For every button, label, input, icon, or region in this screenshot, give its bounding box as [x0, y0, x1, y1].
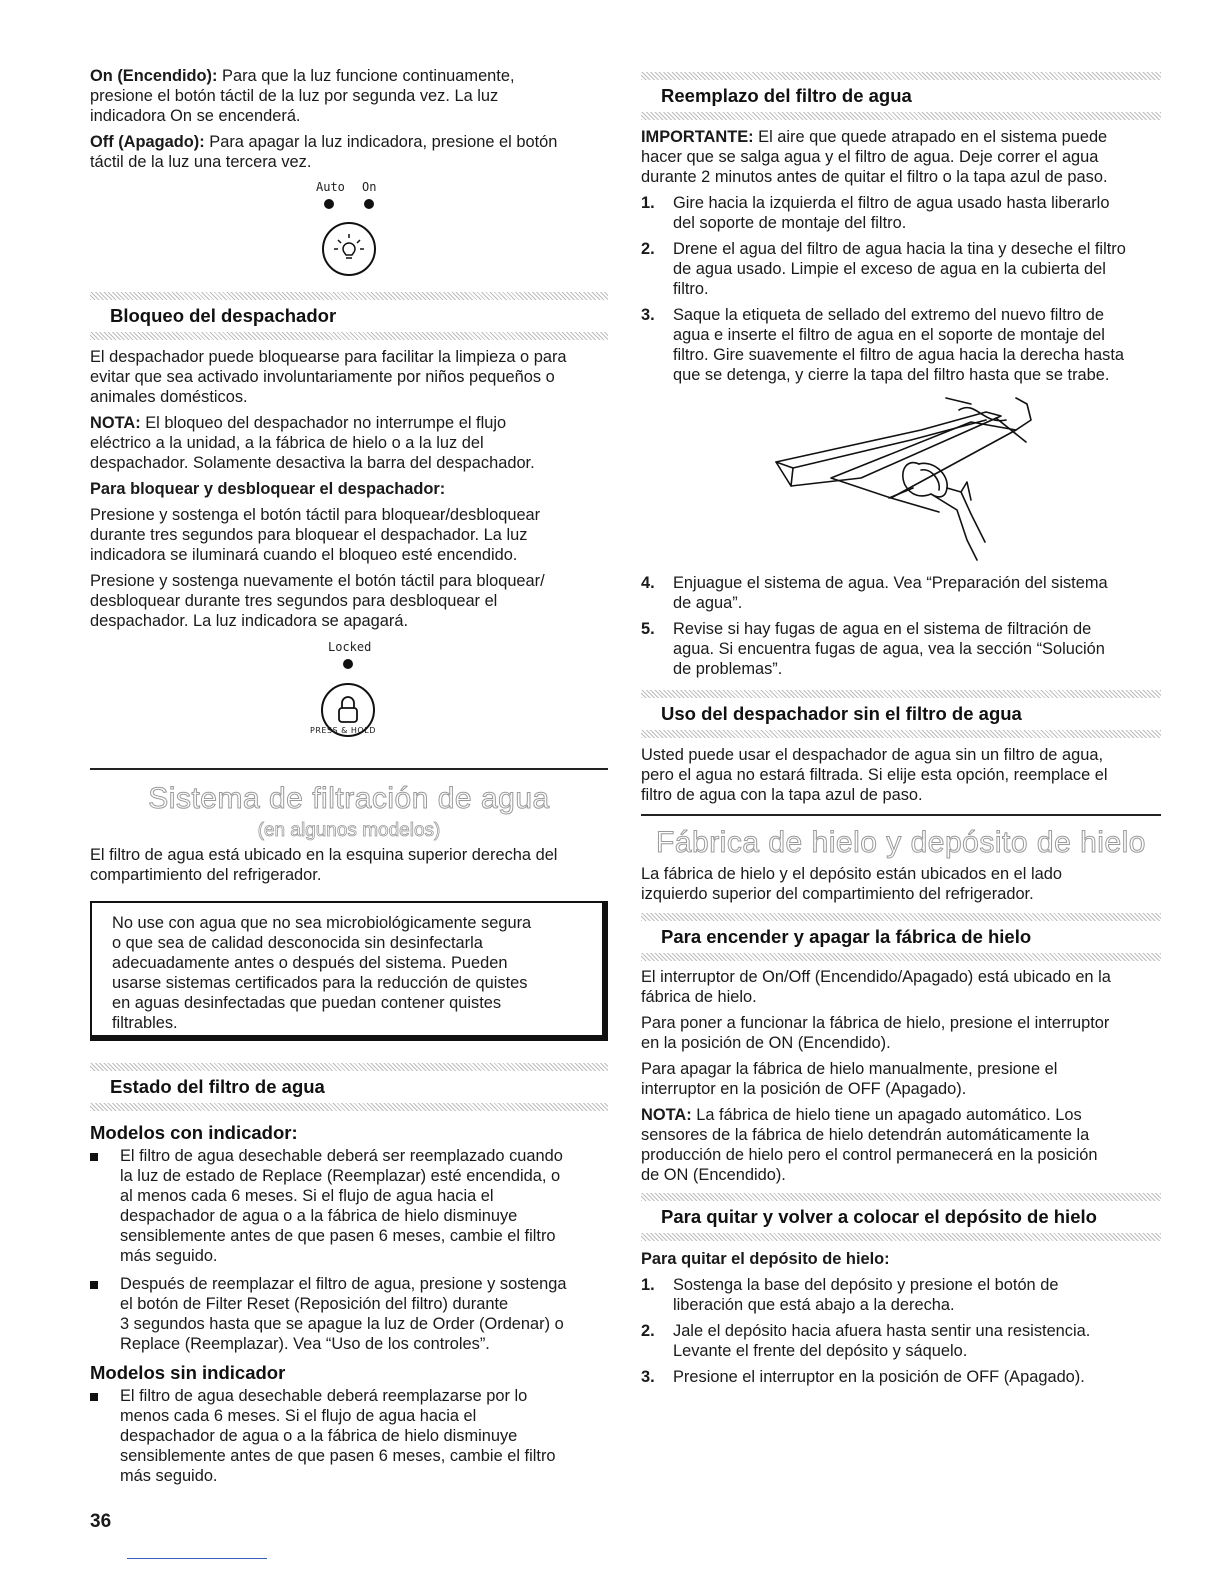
list-item: 5. Revise si hay fugas de agua en el sistema de filtración de agua. Si encuentra fugas de agua, vea la sección “Solución de problemas”.: [641, 620, 1105, 678]
filtration-title: Sistema de filtración de agua: [148, 782, 550, 815]
footer-underline: [127, 1558, 267, 1559]
page-number: 36: [90, 1511, 112, 1532]
with-indicator-list: [90, 1146, 608, 1354]
important-note: IMPORTANTE: El aire que quede atrapado en el sistema puede hacer que se salga agua y el filtro de agua. Deje correr el agua durante 2 minutos antes de quitar el filtro o la tapa azul de paso.: [641, 128, 1108, 186]
list-item: Después de reemplazar el filtro de agua, presione y sostenga el botón de Filter Reset (Reposición del filtro) durante 3 segundos hasta que se apague la luz de Order (Ordenar) o Replace (Reemplazar). Vea “Uso de los controles”.: [90, 1274, 608, 1354]
without-indicator-title: Modelos sin indicador: [90, 1362, 286, 1383]
list-item: 3. Presione el interruptor en la posición de OFF (Apagado).: [641, 1368, 1085, 1386]
lock-indicator-graphic: [308, 640, 388, 760]
lock-note: NOTA: El bloqueo del despachador no interrumpe el flujo eléctrico a la unidad, a la fábrica de hielo o a la luz del despachador. Solamente desactiva la barra del despachador.: [90, 414, 535, 472]
replace-section-body: [641, 127, 1161, 391]
on-text: presione el botón táctil de la luz por segunda vez. La luz: [90, 87, 499, 105]
on-indicator-dot: [364, 199, 374, 209]
section-title: Para quitar y volver a colocar el depósito de hielo: [661, 1206, 1097, 1227]
section-title: Estado del filtro de agua: [110, 1076, 325, 1097]
list-item: 2. Drene el agua del filtro de agua hacia la tina y deseche el filtro de agua usado. Limpie el exceso de agua en la cubierta del filtro.: [641, 240, 1126, 298]
unlock-instructions: Presione y sostenga nuevamente el botón táctil para bloquear/ desbloquear durante tres segundos para desbloquear el despachador. La luz indicadora se apagará.: [90, 572, 545, 630]
warning-box: No use con agua que no sea microbiológicamente segura o que sea de calidad desconocida sin desinfectarla adecuadamente antes o después del sistema. Pueden usarse sistemas certificados para la reducción de quistes en aguas desinfectadas que puedan contener quistes filtrables.: [90, 901, 608, 1041]
press-hold-label: PRESS & HOLD: [310, 726, 376, 735]
lock-icon: [316, 678, 392, 754]
auto-label: Auto: [316, 180, 345, 194]
replace-steps-continued: [641, 573, 1161, 685]
off-label: Off (Apagado):: [90, 133, 205, 151]
filtration-subtitle: (en algunos modelos): [257, 820, 441, 841]
section-header-reemplazo: [641, 72, 1161, 120]
lock-how-title: Para bloquear y desbloquear el despachador:: [90, 480, 446, 498]
section-title: Bloqueo del despachador: [110, 305, 337, 326]
icemaker-intro: La fábrica de hielo y el depósito están ubicados en el lado izquierdo superior del compartimiento del refrigerador.: [641, 865, 1062, 903]
section-title: Reemplazo del filtro de agua: [661, 85, 912, 106]
list-item: 1. Gire hacia la izquierda el filtro de agua usado hasta liberarlo del soporte de montaje del filtro.: [641, 194, 1110, 232]
list-item: 3. Saque la etiqueta de sellado del extremo del nuevo filtro de agua e inserte el filtro de agua en el soporte de montaje del filtro. Gire suavemente el filtro de agua hacia la derecha hasta que se detenga, y cierre la tapa del filtro hasta que se trabe.: [641, 306, 1124, 384]
locked-indicator-dot: [343, 659, 353, 669]
off-text: Para apagar la luz indicadora, presione el botón: [209, 133, 558, 151]
light-bulb-icon: [320, 220, 378, 278]
on-label: On (Encendido):: [90, 67, 218, 85]
lock-instructions: Presione y sostenga el botón táctil para bloquear/desbloquear durante tres segundos para bloquear el despachador. La luz indicadora se iluminará cuando el bloqueo esté encendido.: [90, 506, 541, 564]
list-item: El filtro de agua desechable deberá ser reemplazado cuando la luz de estado de Replace (Reemplazar) esté encendida, o al menos cada 6 meses. Si el flujo de agua hacia el despachador de agua o a la fábrica de hielo disminuye sensiblemente antes de que pasen 6 meses, cambie el filtro más seguido.: [90, 1146, 608, 1266]
section-header-estado: [90, 1063, 608, 1111]
on-text: indicadora On se encenderá.: [90, 107, 301, 125]
lock-section-body: [90, 347, 608, 637]
filter-installation-illustration: [771, 390, 1041, 565]
section-title: Uso del despachador sin el filtro de agua: [661, 703, 1022, 724]
section-header-deposito: [641, 1193, 1161, 1241]
light-on-off-text: [90, 66, 608, 172]
with-indicator-title: Modelos con indicador:: [90, 1122, 298, 1143]
locked-label: Locked: [328, 640, 372, 654]
no-filter-body: Usted puede usar el despachador de agua sin un filtro de agua, pero el agua no estará filtrada. Si elije esta opción, reemplace el filtro de agua con la tapa azul de paso.: [641, 746, 1108, 804]
section-header-bloqueo: [90, 292, 608, 340]
section-title: Para encender y apagar la fábrica de hielo: [661, 926, 1032, 947]
section-header-encender: [641, 913, 1161, 961]
lock-intro: El despachador puede bloquearse para facilitar la limpieza o para evitar que sea activado involuntariamente por niños pequeños o animales domésticos.: [90, 348, 567, 406]
replace-steps: [641, 193, 1161, 385]
bin-body: [641, 1249, 1161, 1393]
list-item: 2. Jale el depósito hacia afuera hasta sentir una resistencia. Levante el frente del depósito y sáquelo.: [641, 1322, 1091, 1360]
list-item: 4. Enjuague el sistema de agua. Vea “Preparación del sistema de agua”.: [641, 574, 1108, 612]
auto-indicator-dot: [324, 199, 334, 209]
bin-subtitle: Para quitar el depósito de hielo:: [641, 1250, 890, 1268]
onoff-body: El interruptor de On/Off (Encendido/Apagado) está ubicado en la fábrica de hielo. Para poner a funcionar la fábrica de hielo, presione el interruptor en la posición de ON (Encendido). Para apagar la fábrica de hielo manualmente, presione el interruptor en la posición de OFF (Apagado). NOTA: La fábrica de hielo tiene un apagado automático. Los sensores de la fábrica de hielo detendrán automáticamente la producción de hielo pero el control permanecerá en la posición de ON (Encendido).: [641, 968, 1111, 1184]
section-divider: [90, 768, 608, 770]
icemaker-title: Fábrica de hielo y depósito de hielo: [656, 826, 1146, 859]
replace-steps: [641, 573, 1161, 679]
section-header-sin-filtro: [641, 690, 1161, 738]
off-text: táctil de la luz una tercera vez.: [90, 153, 312, 171]
list-item: 1. Sostenga la base del depósito y presione el botón de liberación que está abajo a la derecha.: [641, 1276, 1059, 1314]
filtration-intro: El filtro de agua está ubicado en la esquina superior derecha del compartimiento del refrigerador.: [90, 846, 558, 884]
bin-steps: [641, 1275, 1161, 1387]
on-indicator-label: On: [362, 180, 377, 194]
without-indicator-list: [90, 1386, 608, 1486]
on-text: Para que la luz funcione continuamente,: [222, 67, 515, 85]
list-item: El filtro de agua desechable deberá reemplazarse por lo menos cada 6 meses. Si el flujo de agua hacia el despachador de agua o a la fábrica de hielo disminuye sensiblemente antes de que pasen 6 meses, cambie el filtro más seguido.: [90, 1386, 608, 1486]
status-section-body: [90, 1122, 608, 1494]
section-divider: [641, 814, 1161, 816]
